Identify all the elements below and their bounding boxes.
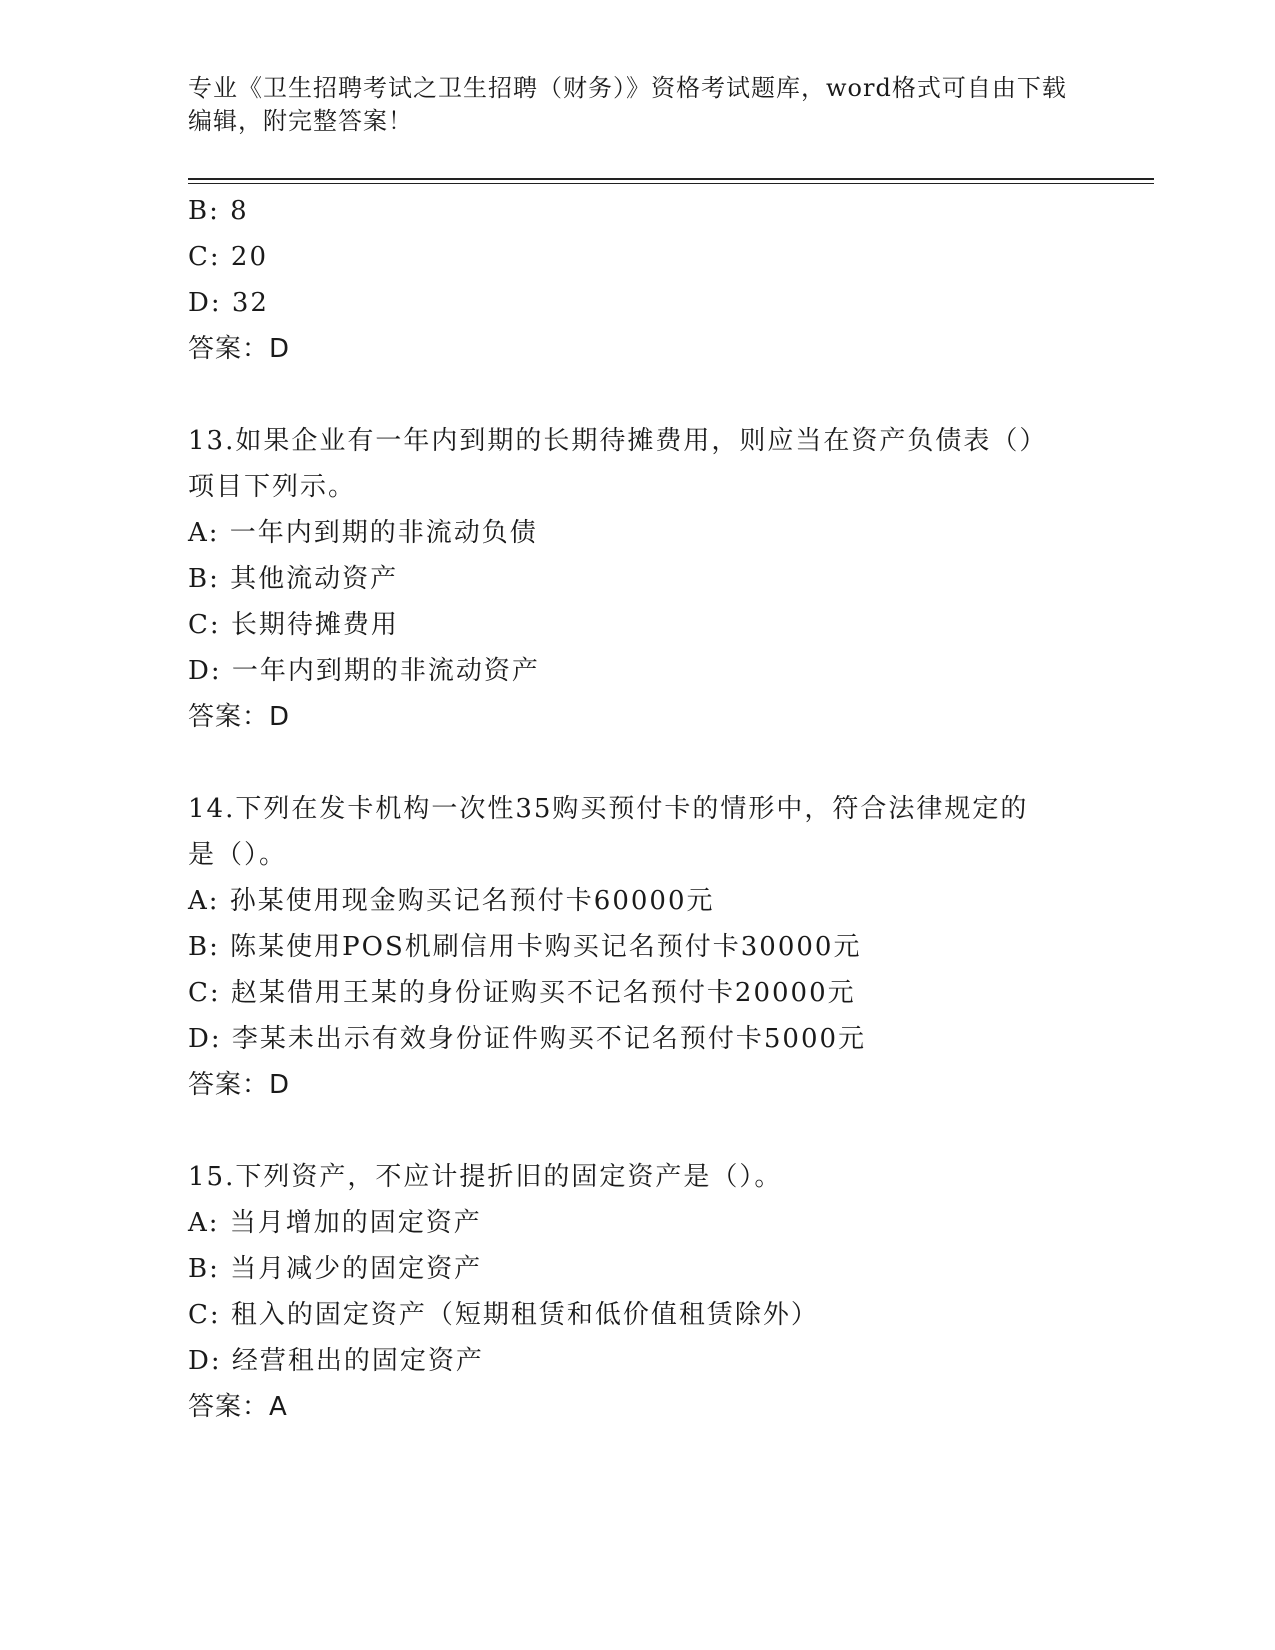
option-b: B: 8 — [188, 196, 249, 226]
answer-line: 答案：D — [188, 334, 291, 364]
option-c: C: 赵某借用王某的身份证购买不记名预付卡20000元 — [188, 978, 856, 1008]
option-a: A: 一年内到期的非流动负债 — [188, 518, 538, 548]
option-c: C: 租入的固定资产（短期租赁和低价值租赁除外） — [188, 1300, 819, 1330]
header-line-2: 编辑，附完整答案！ — [188, 107, 413, 135]
answer-line: 答案：A — [188, 1392, 288, 1422]
question-list — [188, 188, 1088, 1430]
spacer — [188, 1108, 1088, 1154]
question-14 — [188, 786, 1088, 1108]
spacer — [188, 372, 1088, 418]
option-d: D: 李某未出示有效身份证件购买不记名预付卡5000元 — [188, 1024, 867, 1054]
option-b: B: 其他流动资产 — [188, 564, 399, 594]
question-12-continued — [188, 188, 1088, 372]
document-header — [188, 72, 1068, 138]
question-text-line-2: 项目下列示。 — [188, 472, 357, 502]
option-b: B: 当月减少的固定资产 — [188, 1254, 483, 1284]
question-text-line-1: 15.下列资产，不应计提折旧的固定资产是（）。 — [188, 1162, 783, 1192]
option-a: A: 孙某使用现金购买记名预付卡60000元 — [188, 886, 715, 916]
option-a: A: 当月增加的固定资产 — [188, 1208, 482, 1238]
header-line-1: 专业《卫生招聘考试之卫生招聘（财务）》资格考试题库，word格式可自由下载 — [188, 74, 1067, 102]
question-text-line-2: 是（）。 — [188, 840, 288, 870]
option-d: D: 经营租出的固定资产 — [188, 1346, 484, 1376]
answer-line: 答案：D — [188, 1070, 291, 1100]
spacer — [188, 740, 1088, 786]
option-b: B: 陈某使用POS机刷信用卡购买记名预付卡30000元 — [188, 932, 862, 962]
option-d: D: 32 — [188, 288, 269, 318]
header-divider-thin — [188, 183, 1154, 184]
question-15 — [188, 1154, 1088, 1430]
header-divider-thick — [188, 178, 1154, 180]
question-text-line-1: 13.如果企业有一年内到期的长期待摊费用，则应当在资产负债表（） — [188, 426, 1048, 456]
option-d: D: 一年内到期的非流动资产 — [188, 656, 540, 686]
question-text-line-1: 14.下列在发卡机构一次性35购买预付卡的情形中，符合法律规定的 — [188, 794, 1029, 824]
option-c: C: 20 — [188, 242, 269, 272]
option-c: C: 长期待摊费用 — [188, 610, 399, 640]
answer-line: 答案：D — [188, 702, 291, 732]
question-13 — [188, 418, 1088, 740]
